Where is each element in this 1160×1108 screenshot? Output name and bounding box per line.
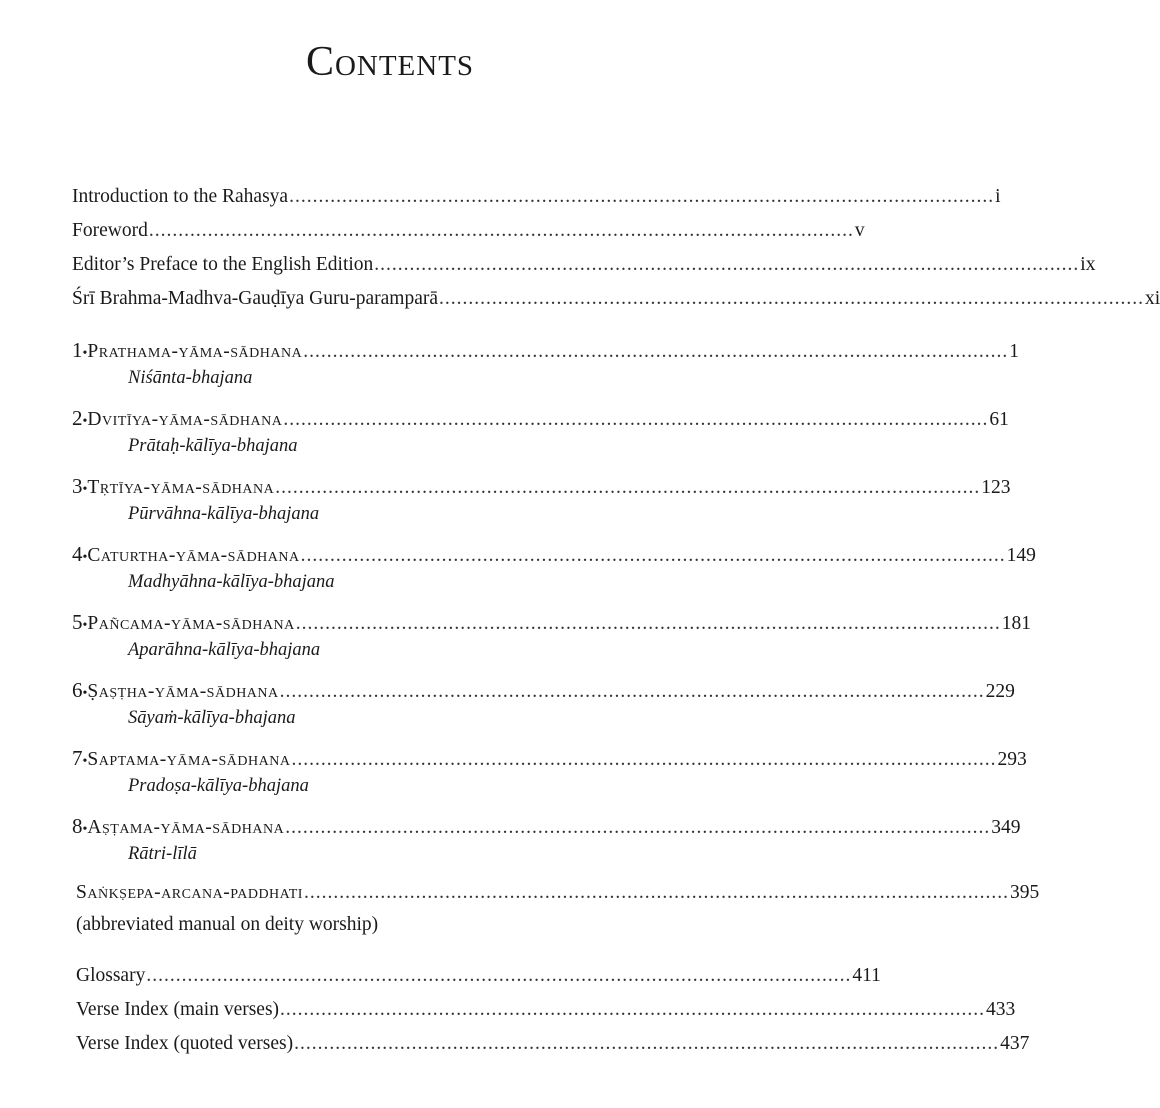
page-title: Contents [305, 39, 475, 85]
leader-dots: ........................................................................................................................ [148, 220, 854, 241]
chapter-title: Dvitīya-yāma-sādhana [87, 409, 283, 430]
leader-dots: ........................................................................................................................ [295, 613, 1001, 634]
toc-entry-page: 433 [986, 999, 1016, 1020]
chapter-subtitle: Sāyaṁ-kālīya-bhajana [128, 708, 296, 728]
toc-chapter-8[interactable] [72, 814, 1021, 839]
chapter-title: Pañcama-yāma-sādhana [87, 613, 295, 634]
chapter-subtitle: Pradoṣa-kālīya-bhajana [128, 776, 309, 796]
toc-chapter-1[interactable] [72, 338, 1019, 363]
toc-chapter-2[interactable] [72, 406, 1009, 431]
toc-entry-page: i [995, 186, 1001, 207]
toc-entry-foreword[interactable] [72, 220, 865, 242]
toc-entry-page: ix [1080, 254, 1096, 275]
toc-entry-guru-parampara[interactable] [72, 288, 1160, 310]
chapter-page: 1 [1009, 341, 1019, 362]
toc-entry-label: Introduction to the Rahasya [72, 186, 289, 207]
bullet-icon: • [82, 822, 88, 837]
toc-entry-introduction[interactable] [72, 186, 1001, 208]
chapter-page: 293 [997, 749, 1027, 770]
toc-entry-label: Editor’s Preface to the English Edition [72, 254, 374, 275]
bullet-icon: • [82, 482, 88, 497]
toc-entry-verse-index-main[interactable] [76, 999, 1016, 1021]
toc-entry-label: Foreword [72, 220, 148, 241]
toc-entry-page: 395 [1009, 882, 1040, 903]
toc-chapter-4[interactable] [72, 542, 1036, 567]
leader-dots: ........................................................................................................................ [294, 1033, 1000, 1054]
leader-dots: ........................................................................................................................ [280, 999, 986, 1020]
leader-dots: ........................................................................................................................ [300, 545, 1006, 566]
toc-entry-editors-preface[interactable] [72, 254, 1096, 276]
toc-entry-page: v [854, 220, 865, 241]
bullet-icon: • [82, 414, 88, 429]
bullet-icon: • [82, 754, 88, 769]
toc-entry-label: Verse Index (main verses) [76, 999, 280, 1020]
leader-dots: ........................................................................................................................ [275, 477, 981, 498]
toc-entry-note: (abbreviated manual on deity worship) [76, 914, 379, 935]
chapter-title: Tṛtīya-yāma-sādhana [87, 477, 275, 498]
toc-chapter-7[interactable] [72, 746, 1027, 771]
leader-dots: ........................................................................................................................ [291, 749, 997, 770]
chapter-subtitle: Aparāhna-kālīya-bhajana [128, 640, 321, 660]
toc-entry-label: Śrī Brahma-Madhva-Gauḍīya Guru-paramparā [72, 288, 439, 309]
leader-dots: ........................................................................................................................ [146, 965, 852, 986]
leader-dots: ........................................................................................................................ [279, 681, 985, 702]
chapter-title: Ṣaṣṭha-yāma-sādhana [87, 681, 279, 702]
leader-dots: ........................................................................................................................ [303, 882, 1009, 903]
chapter-page: 149 [1006, 545, 1036, 566]
bullet-icon: • [82, 550, 88, 565]
leader-dots: ........................................................................................................................ [289, 186, 995, 207]
chapter-page: 123 [981, 477, 1011, 498]
leader-dots: ........................................................................................................................ [303, 341, 1009, 362]
toc-entry-verse-index-quoted[interactable] [76, 1033, 1030, 1055]
bullet-icon: • [82, 346, 88, 361]
chapter-title: Prathama-yāma-sādhana [87, 341, 303, 362]
bullet-icon: • [82, 618, 88, 633]
chapter-title: Caturtha-yāma-sādhana [87, 545, 300, 566]
leader-dots: ........................................................................................................................ [285, 817, 991, 838]
leader-dots: ........................................................................................................................ [439, 288, 1145, 309]
chapter-number: 1 [72, 338, 83, 362]
chapter-title: Aṣṭama-yāma-sādhana [87, 817, 285, 838]
toc-entry-glossary[interactable] [76, 965, 881, 987]
chapter-title: Saptama-yāma-sādhana [87, 749, 291, 770]
chapter-page: 229 [985, 681, 1015, 702]
toc-entry-label: Glossary [76, 965, 146, 986]
chapter-number: 2 [72, 406, 83, 430]
chapter-number: 3 [72, 474, 83, 498]
chapter-number: 4 [72, 542, 83, 566]
chapter-subtitle: Niśānta-bhajana [128, 368, 253, 388]
toc-entry-page: 437 [1000, 1033, 1030, 1054]
toc-entry-label: Verse Index (quoted verses) [76, 1033, 294, 1054]
chapter-subtitle: Rātri-līlā [128, 844, 197, 864]
chapter-subtitle: Prātaḥ-kālīya-bhajana [128, 436, 298, 456]
chapter-subtitle: Madhyāhna-kālīya-bhajana [128, 572, 335, 592]
chapter-subtitle: Pūrvāhna-kālīya-bhajana [128, 504, 320, 524]
chapter-number: 5 [72, 610, 83, 634]
chapter-page: 181 [1001, 613, 1031, 634]
chapter-number: 7 [72, 746, 83, 770]
leader-dots: ........................................................................................................................ [374, 254, 1080, 275]
toc-chapter-5[interactable] [72, 610, 1031, 635]
toc-entry-arcana-paddhati[interactable] [76, 882, 1040, 904]
chapter-number: 6 [72, 678, 83, 702]
toc-entry-page: xi [1145, 288, 1160, 309]
chapter-page: 61 [989, 409, 1009, 430]
leader-dots: ........................................................................................................................ [283, 409, 989, 430]
toc-entry-page: 411 [852, 965, 881, 986]
toc-chapter-3[interactable] [72, 474, 1011, 499]
toc-chapter-6[interactable] [72, 678, 1015, 703]
toc-entry-label: Saṅkṣepa-arcana-paddhati [76, 882, 303, 903]
chapter-page: 349 [991, 817, 1021, 838]
chapter-number: 8 [72, 814, 83, 838]
bullet-icon: • [82, 686, 88, 701]
